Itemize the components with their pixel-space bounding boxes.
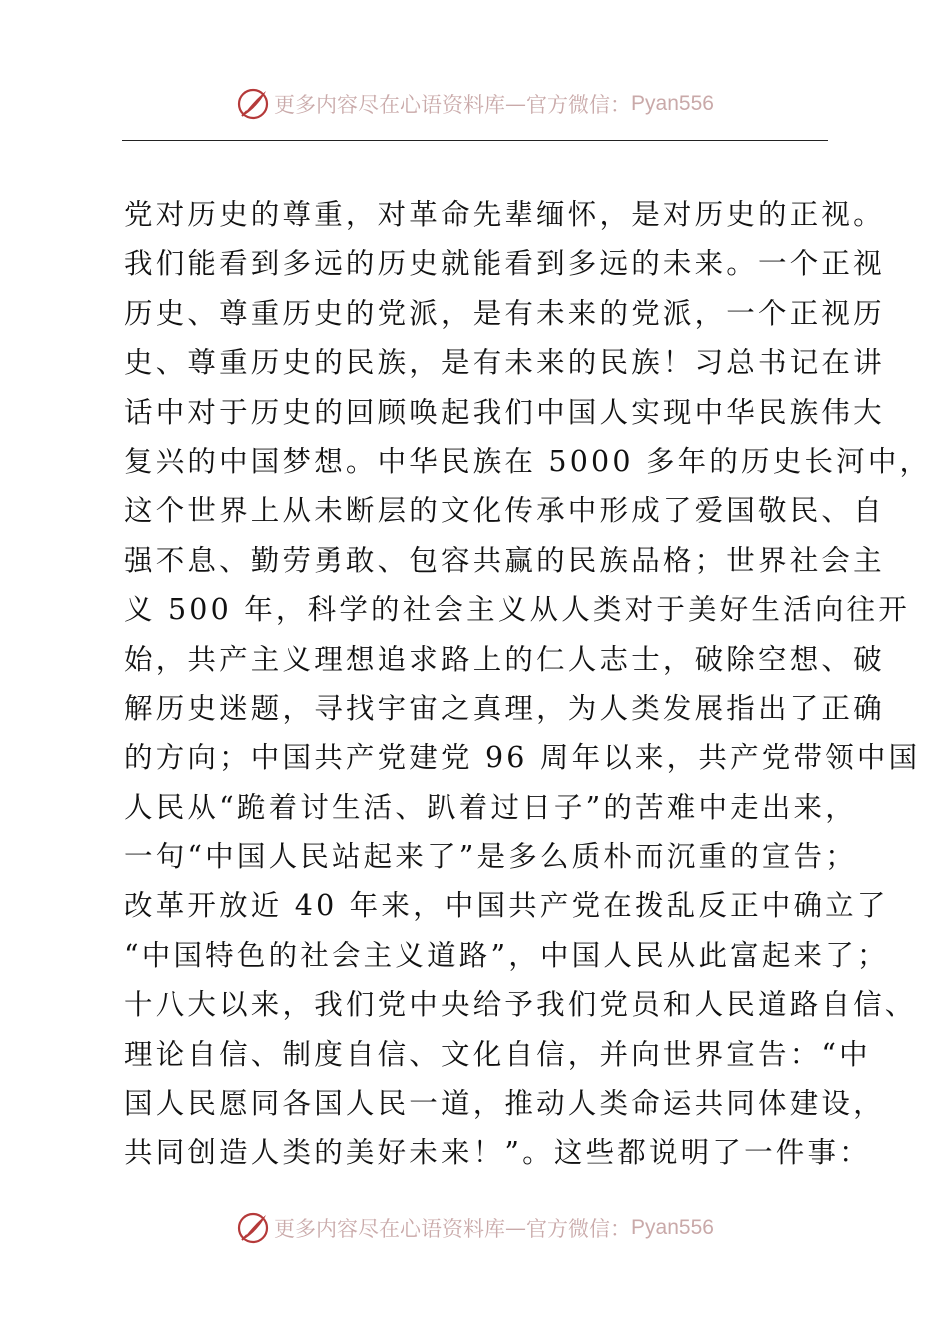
- header-brand-text: 更多内容尽在心语资料库: [274, 93, 506, 117]
- body-line: 话中对于历史的回顾唤起我们中国人实现中华民族伟大: [124, 395, 885, 429]
- body-line: 始，共产主义理想追求路上的仁人志士，破除空想、破: [124, 642, 885, 676]
- document-body: [124, 190, 932, 1178]
- body-line: 十八大以来，我们党中央给予我们党员和人民道路自信、: [124, 988, 917, 1022]
- header-wechat-label: 官方微信：: [526, 93, 632, 117]
- quill-pen-logo-icon: [236, 1211, 270, 1245]
- body-line: 义 500 年，科学的社会主义从人类对于美好生活向往开: [124, 593, 910, 627]
- body-line: 党对历史的尊重，对革命先辈缅怀，是对历史的正视。: [124, 198, 885, 231]
- body-line: 历史、尊重历史的党派，是有未来的党派，一个正视历: [124, 296, 885, 330]
- body-line: 这个世界上从未断层的文化传承中形成了爱国敬民、自: [124, 494, 885, 528]
- footer-wechat-handle: Pyan556: [631, 1216, 714, 1239]
- body-line: 理论自信、制度自信、文化自信，并向世界宣告：“中: [124, 1037, 871, 1071]
- quill-pen-logo-icon: [236, 87, 270, 121]
- body-line: 一句“中国人民站起来了”是多么质朴而沉重的宣告；: [124, 840, 857, 874]
- header-wechat-handle: Pyan556: [631, 92, 714, 115]
- footer-wechat-label: 官方微信：: [526, 1217, 632, 1241]
- body-line: “中国特色的社会主义道路”，中国人民从此富起来了；: [124, 938, 889, 972]
- body-line: 的方向；中国共产党建党 96 周年以来，共产党带领中国: [124, 741, 921, 775]
- body-line: 人民从“跪着讨生活、趴着过日子”的苦难中走出来，: [124, 790, 857, 824]
- header-banner: [0, 84, 950, 124]
- body-line: 共同创造人类的美好未来！”。这些都说明了一件事：: [124, 1136, 871, 1170]
- header-divider: [122, 140, 828, 141]
- body-line: 解历史迷题，寻找宇宙之真理，为人类发展指出了正确: [124, 691, 885, 725]
- body-line: 强不息、勤劳勇敢、包容共赢的民族品格；世界社会主: [124, 543, 885, 577]
- body-line: 国人民愿同各国人民一道，推动人类命运共同体建设，: [124, 1087, 885, 1121]
- body-line: 复兴的中国梦想。中华民族在 5000 多年的历史长河中，: [124, 444, 932, 478]
- footer-banner: [0, 1208, 950, 1248]
- body-line: 我们能看到多远的历史就能看到多远的未来。一个正视: [124, 247, 885, 281]
- body-line: 改革开放近 40 年来，中国共产党在拨乱反正中确立了: [124, 889, 889, 923]
- footer-brand-text: 更多内容尽在心语资料库: [274, 1217, 506, 1241]
- header-separator: —: [505, 92, 527, 116]
- footer-separator: —: [505, 1216, 527, 1240]
- body-line: 史、尊重历史的民族，是有未来的民族！习总书记在讲: [124, 346, 885, 380]
